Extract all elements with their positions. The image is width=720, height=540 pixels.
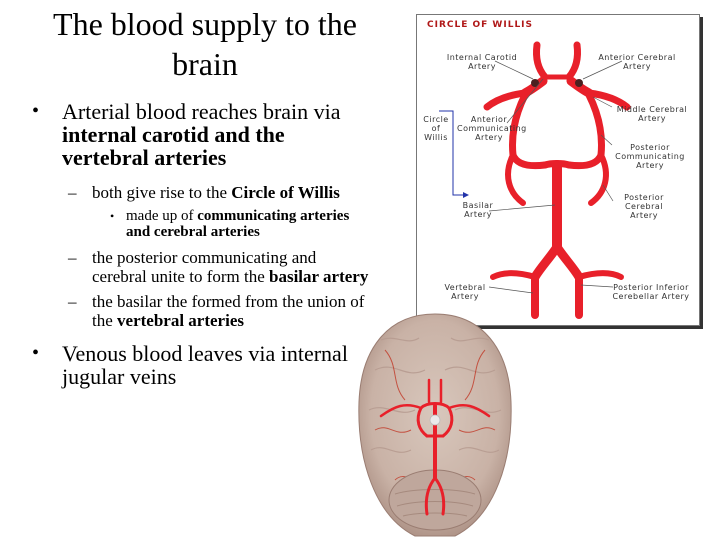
bullet-mark: • bbox=[32, 342, 40, 364]
diagram-heading: CIRCLE OF WILLIS bbox=[427, 20, 534, 30]
bullet-venous bbox=[32, 342, 372, 388]
subbullet-bold: basilar artery bbox=[269, 267, 369, 286]
bullet-arterial bbox=[32, 100, 372, 169]
subbullet-text: both give rise to the bbox=[92, 183, 232, 202]
bullet-text: Venous blood leaves via internal jugular veins bbox=[62, 341, 348, 389]
label-posterior-cerebral: Posterior Cerebral Artery bbox=[624, 193, 664, 220]
bullet-mark: • bbox=[32, 100, 40, 122]
subbullet-bold: Circle of Willis bbox=[231, 183, 340, 202]
label-posterior-inferior-cerebellar: Posterior Inferior Cerebellar Artery bbox=[612, 283, 690, 301]
label-internal-carotid: Internal Carotid Artery bbox=[446, 53, 518, 71]
subsubbullet-text: made up of bbox=[126, 208, 198, 224]
pointer-arrowhead bbox=[463, 192, 469, 198]
subsubbullet-bold: communicating arteries and cerebral arteries bbox=[126, 208, 350, 240]
dash-mark: – bbox=[68, 248, 77, 267]
slide-title: The blood supply to the brain bbox=[53, 6, 357, 82]
label-middle-cerebral: Middle Cerebral Artery bbox=[616, 105, 688, 123]
bullet-list bbox=[32, 100, 372, 402]
label-basilar: Basilar Artery bbox=[462, 201, 494, 219]
subbullet-posterior bbox=[32, 248, 372, 286]
label-circle-of-willis: Circle of Willis bbox=[423, 115, 449, 142]
artery-paths bbox=[487, 45, 627, 315]
bullet-mark: • bbox=[110, 209, 115, 223]
label-anterior-cerebral: Anterior Cerebral Artery bbox=[598, 53, 676, 71]
dash-mark: – bbox=[68, 292, 77, 311]
bullet-text: Arterial blood reaches brain via bbox=[62, 99, 341, 124]
bullet-bold: internal carotid and the vertebral arteries bbox=[62, 122, 285, 170]
subbullet-circle-of-willis bbox=[32, 183, 372, 202]
subbullet-bold: vertebral arteries bbox=[117, 311, 244, 330]
label-anterior-communicating: Anterior Communicating Artery bbox=[457, 115, 527, 142]
dash-mark: – bbox=[68, 183, 77, 202]
subbullet-text: the basilar the formed from the union of the bbox=[92, 292, 365, 330]
label-posterior-communicating: Posterior Communicating Artery bbox=[615, 143, 685, 170]
subsubbullet-made-up bbox=[32, 208, 372, 240]
subbullet-text: the posterior communicating and cerebral unite to form the bbox=[92, 248, 317, 286]
brain-base-photo bbox=[355, 310, 515, 540]
subbullet-basilar bbox=[32, 292, 372, 330]
circle-of-willis-diagram bbox=[416, 14, 700, 326]
label-vertebral: Vertebral Artery bbox=[444, 283, 486, 301]
